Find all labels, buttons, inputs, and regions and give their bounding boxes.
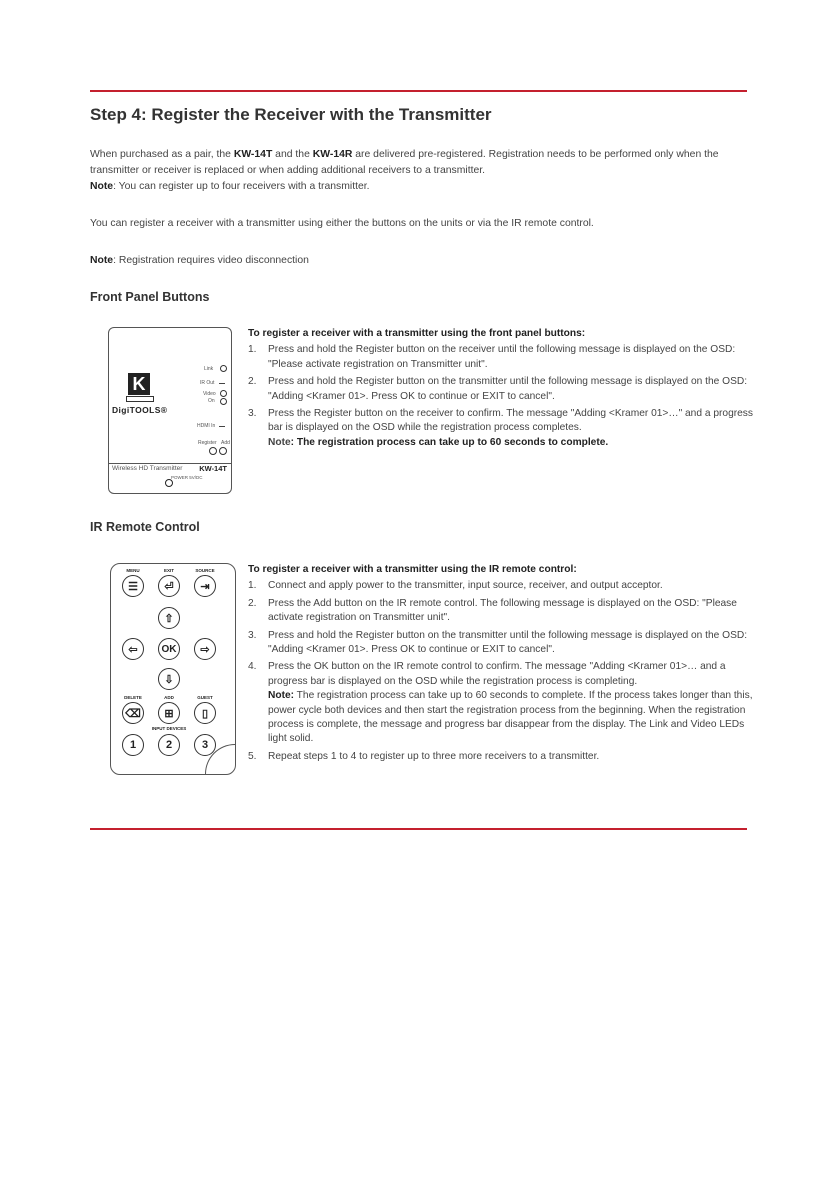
top-rule: [90, 90, 747, 92]
video-label: Video: [203, 391, 216, 397]
step-number: 2.: [248, 376, 257, 388]
add-label: ADD: [164, 695, 174, 700]
hdmi-in-port: [219, 426, 225, 427]
step-text: Press the OK button on the IR remote control to confirm. The message "Adding <Kramer 01>… and a progress bar is displayed on the OSD while the registration process is completing.: [268, 661, 726, 687]
intro-paragraph: [90, 147, 750, 195]
kramer-logo: K: [128, 373, 150, 395]
video-led: [220, 390, 227, 397]
on-led: [220, 398, 227, 405]
on-label: On: [208, 398, 215, 404]
transmitter-front-panel-image: [108, 327, 232, 494]
list-item: [248, 375, 753, 404]
step-text: Press and hold the Register button on the receiver until the following message is displayed on the OSD: "Please activate registration on Transmitter unit".: [268, 344, 736, 370]
kramer-logo-label: [126, 396, 154, 402]
power-icon: [165, 479, 173, 487]
add-label: Add: [221, 440, 230, 446]
register-button: [209, 447, 217, 455]
ir-remote-lead: To register a receiver with a transmitter using the IR remote control:: [248, 564, 577, 575]
add-button: [219, 447, 227, 455]
note-label: Note: [90, 255, 114, 266]
link-led: [220, 365, 227, 372]
exit-label: EXIT: [163, 568, 174, 573]
ir-out-label: IR Out: [200, 380, 215, 386]
intro-text-b: and the: [272, 149, 313, 160]
trash-icon: ⌫: [122, 702, 144, 724]
step-number: 2.: [248, 597, 257, 609]
exit-icon: ⏎: [158, 575, 180, 597]
ir-remote-heading: IR Remote Control: [90, 520, 200, 534]
source-label: SOURCE: [195, 568, 215, 573]
step-number: 3.: [248, 408, 257, 420]
kw14r-label: KW-14R: [312, 149, 353, 160]
guest-icon: ▯: [194, 702, 216, 724]
step-text: Press the Register button on the receiver to confirm. The message "Adding <Kramer 01>…" and a progress bar is displayed on the OSD while the registration process completes.: [268, 408, 753, 434]
note-label: Note: [90, 181, 114, 192]
button-2: 2: [158, 734, 180, 756]
step-number: 1.: [248, 580, 257, 592]
button-1: 1: [122, 734, 144, 756]
link-label: Link: [204, 366, 214, 372]
ir-remote-instructions: [248, 563, 753, 767]
step-text: Connect and apply power to the transmitter, input source, receiver, and output acceptor.: [268, 580, 663, 592]
front-panel-heading: Front Panel Buttons: [90, 290, 210, 304]
method-paragraph: You can register a receiver with a transmitter using either the buttons on the units or via the IR remote control.: [90, 218, 594, 229]
list-item: [248, 597, 753, 626]
up-arrow-icon: ⇧: [158, 607, 180, 629]
list-item: [248, 660, 753, 746]
list-item: [248, 343, 753, 372]
step-text: Press and hold the Register button on the transmitter until the following message is displayed on the OSD: "Adding <Kramer 01>. Press OK to continue or EXIT to cancel".: [268, 376, 748, 402]
right-arrow-icon: ⇨: [194, 638, 216, 660]
step-number: 5.: [248, 750, 257, 762]
note-label: Note:: [268, 690, 295, 702]
note-paragraph: [90, 253, 750, 269]
note-text: : You can register up to four receivers with a transmitter.: [113, 181, 370, 192]
list-item: [248, 407, 753, 450]
step-number: 1.: [248, 344, 257, 356]
step-text: Repeat steps 1 to 4 to register up to three more receivers to a transmitter.: [268, 750, 600, 762]
input-devices-label: INPUT DEVICES: [151, 726, 187, 731]
model-name: KW-14T: [199, 464, 227, 473]
menu-label: MENU: [126, 568, 140, 573]
hdmi-in-label: HDMI In: [197, 423, 216, 429]
step-text: Press and hold the Register button on the transmitter until the following message is displayed on the OSD: "Adding <Kramer 01>. Press OK to continue or EXIT to cancel".: [268, 629, 748, 656]
ir-out-port: [219, 383, 225, 384]
note-text: : Registration requires video disconnection: [113, 255, 309, 266]
register-label: Register: [198, 440, 217, 446]
add-icon: ⊞: [158, 702, 180, 724]
step-number: 4.: [248, 661, 257, 673]
list-item: [248, 629, 753, 658]
model-description: Wireless HD Transmitter: [112, 465, 183, 472]
power-label: POWER 5V/DC: [171, 475, 203, 480]
note-text: : The registration process can take up to 60 seconds to complete.: [290, 436, 609, 448]
down-arrow-icon: ⇩: [158, 668, 180, 690]
step-text: Press the Add button on the IR remote control. The following message is displayed on the OSD: "Please activate registration on Transmitter unit".: [268, 597, 737, 624]
menu-icon: ☰: [122, 575, 144, 597]
bottom-rule: [90, 828, 747, 830]
delete-label: DELETE: [124, 695, 142, 700]
front-panel-lead: To register a receiver with a transmitter using the front panel buttons:: [248, 328, 586, 339]
kw14t-label: KW-14T: [233, 149, 273, 160]
button-3: 3: [194, 734, 216, 756]
source-icon: ⇥: [194, 575, 216, 597]
note-text: The registration process can take up to 60 seconds to complete. If the process takes longer than this, power cycle both devices and then start the registration process from the beginning. When the registration process is complete, the message and progress bar disappear from the display. The Link and Video LEDs light solid.: [268, 690, 753, 745]
guest-label: GUEST: [197, 695, 213, 700]
page-title: Step 4: Register the Receiver with the Transmitter: [90, 105, 492, 124]
intro-text-c: are delivered pre-registered. Registration needs to be performed only when the transmitter or receiver is replaced or when adding additional receivers to a transmitter.: [90, 149, 719, 176]
intro-text-a: When purchased as a pair, the: [90, 149, 234, 160]
front-panel-instructions: [248, 327, 753, 453]
note-label: Note: [268, 436, 291, 448]
list-item: [248, 750, 753, 764]
ok-button: OK: [158, 638, 180, 660]
step-number: 3.: [248, 629, 257, 641]
brand-label: DigiTOOLS®: [112, 405, 168, 415]
left-arrow-icon: ⇦: [122, 638, 144, 660]
list-item: [248, 579, 753, 593]
ir-remote-image: [110, 563, 236, 775]
